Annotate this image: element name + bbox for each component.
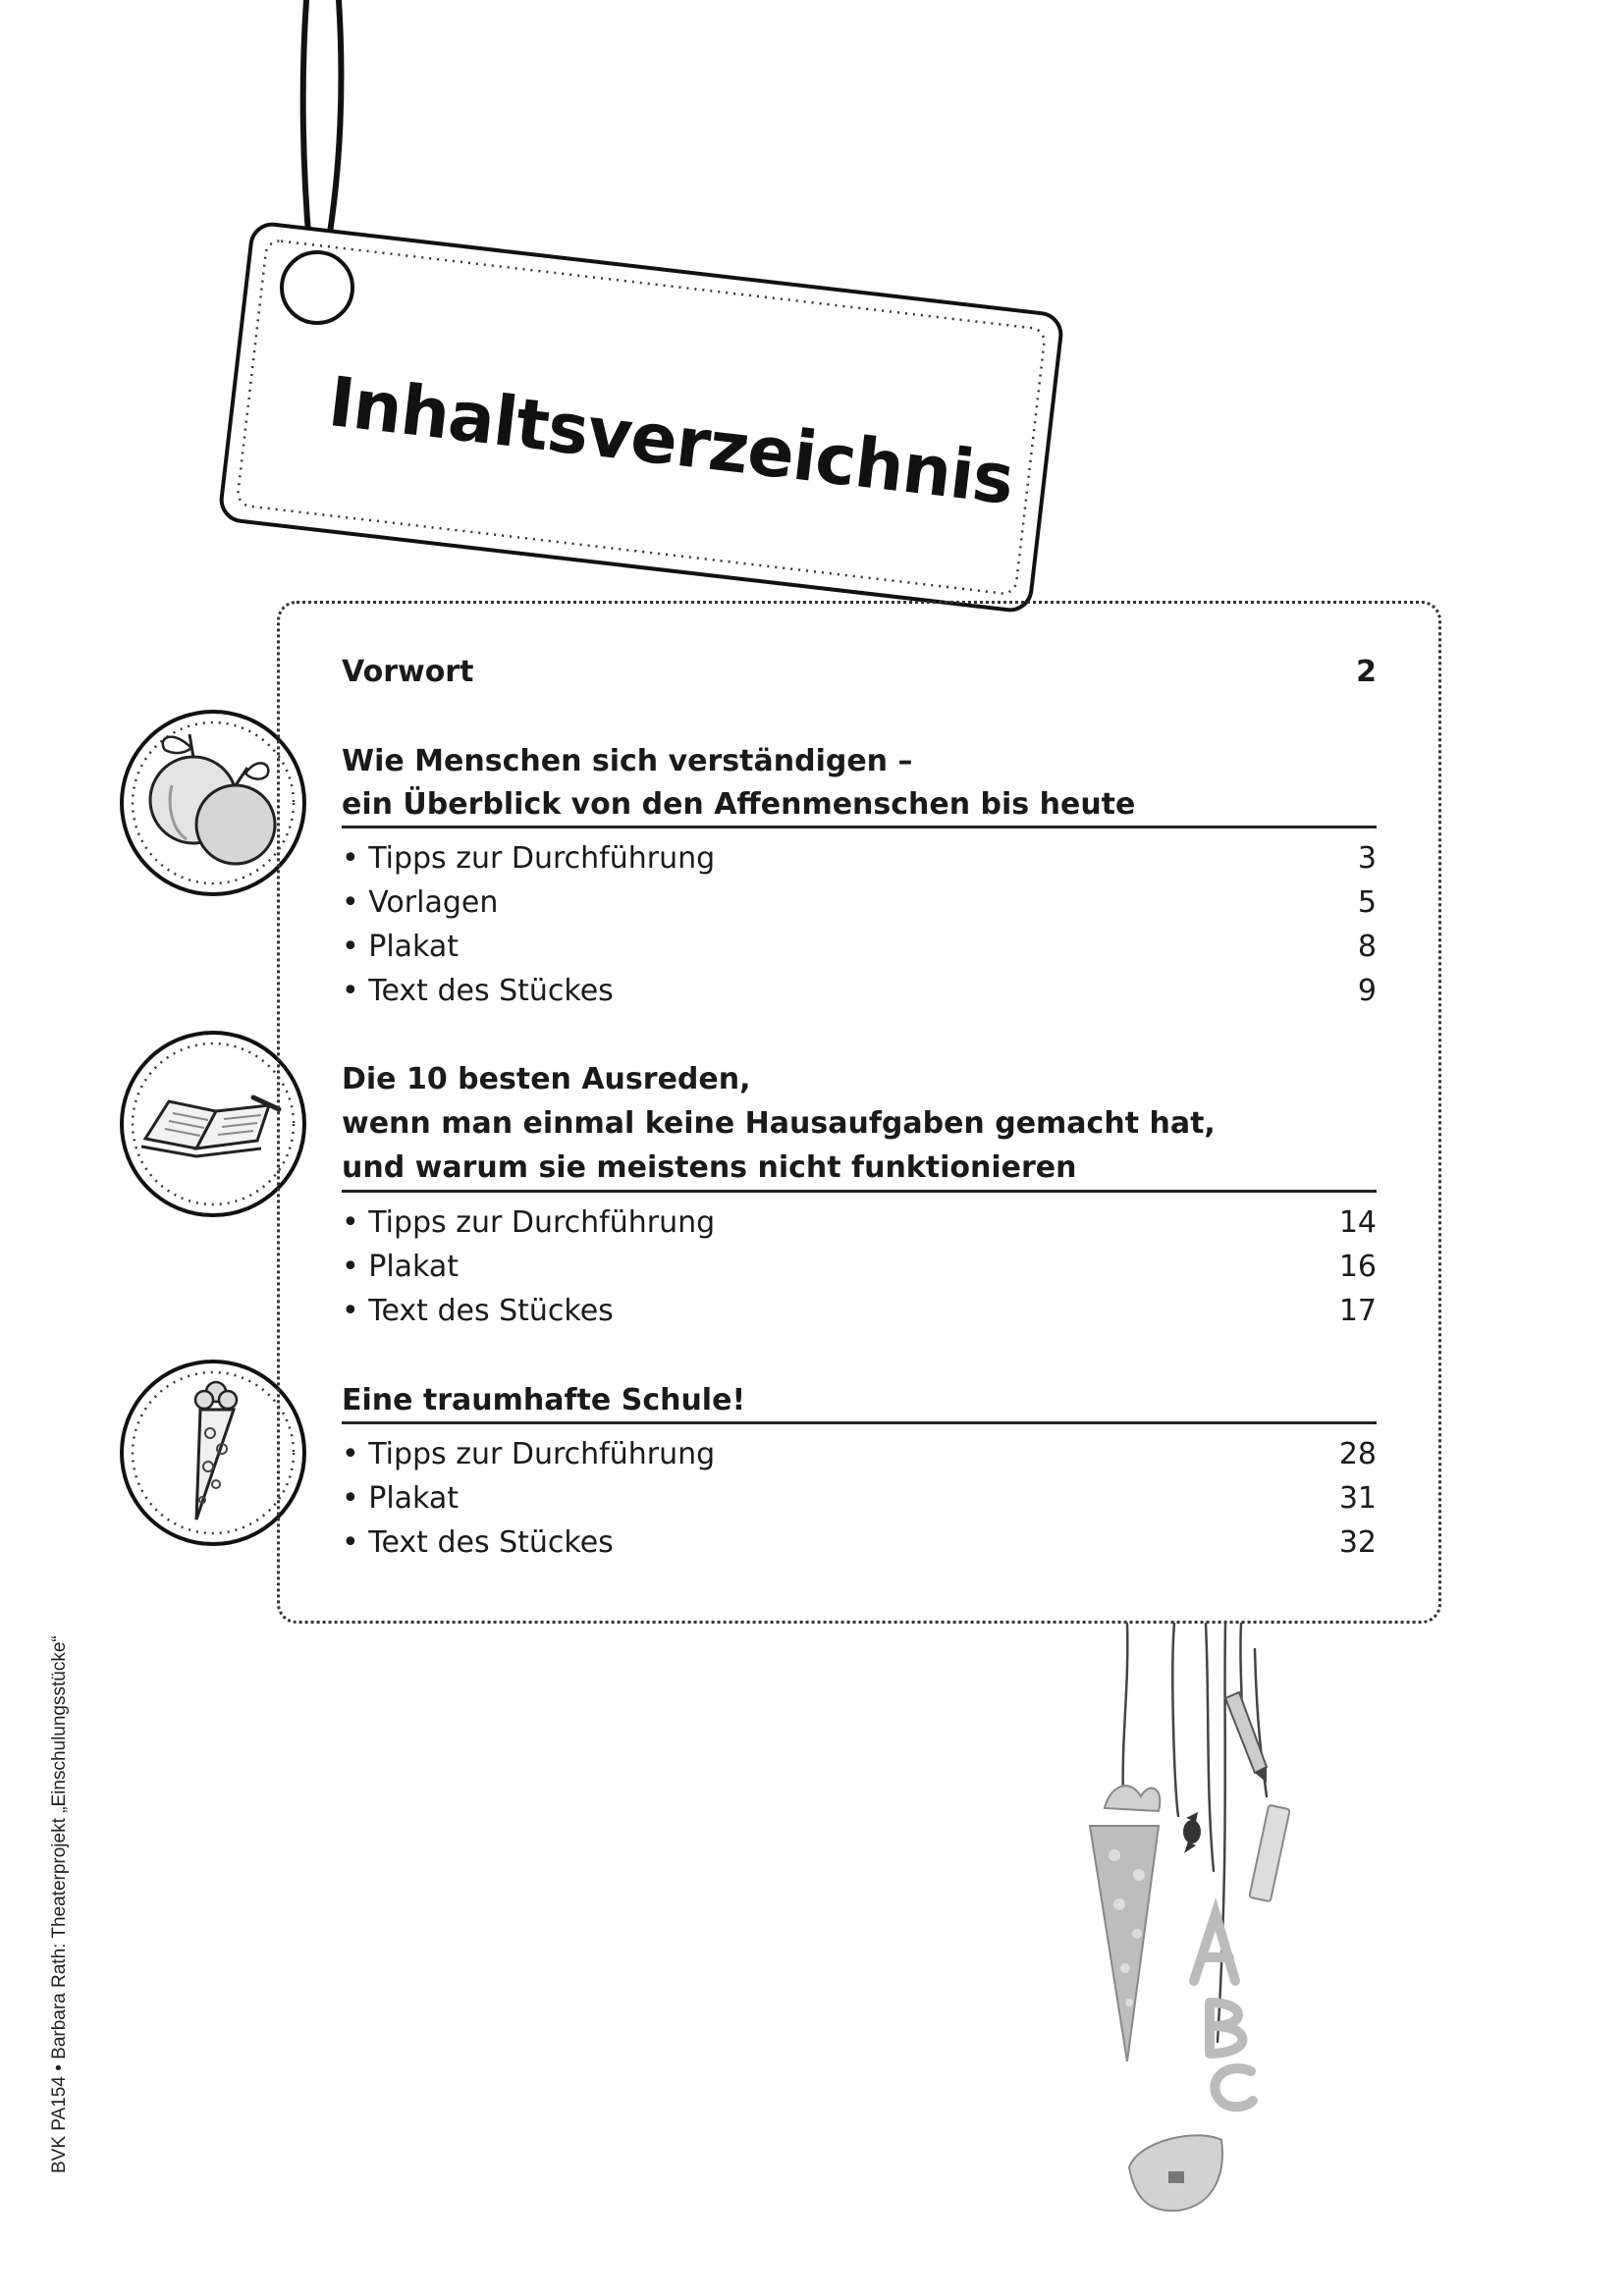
toc-item: • Plakat (342, 930, 460, 964)
toc-item-page: 9 (1357, 974, 1377, 1008)
toc-item-page: 3 (1357, 841, 1377, 876)
section-3-heading: Eine traumhafte Schule! (342, 1383, 746, 1417)
hanging-school-cone-icon (1090, 1786, 1160, 2061)
candy-icon (1183, 1812, 1201, 1853)
toc-item-page: 16 (1338, 1250, 1377, 1284)
toc-item-page: 28 (1338, 1437, 1377, 1471)
tag-string (303, 0, 342, 257)
toc-item: • Text des Stückes (342, 1294, 614, 1328)
toc-item-page: 8 (1357, 930, 1377, 964)
section-3-divider (342, 1421, 1377, 1424)
toc-item-page: 17 (1338, 1294, 1377, 1328)
side-credit: BVK PA154 • Barbara Rath: Theaterprojekt „Einschulungsstücke“ (49, 1635, 70, 2173)
toc-page-vorwort: 2 (1356, 655, 1377, 689)
toc-item-page: 14 (1338, 1205, 1377, 1240)
toc-entry-vorwort: Vorwort (342, 655, 474, 689)
toc-item: • Plakat (342, 1481, 460, 1516)
ruler-icon (1249, 1805, 1289, 1901)
section-1-heading-line-1: Wie Menschen sich verständigen – (342, 744, 913, 778)
toc-item-page: 32 (1338, 1525, 1377, 1560)
toc-item: • Text des Stückes (342, 1525, 614, 1560)
section-1-heading-line-2: ein Überblick von den Affenmenschen bis heute (342, 787, 1136, 822)
section-2-heading-line-2: wenn man einmal keine Hausaufgaben gemacht hat, (342, 1106, 1216, 1141)
section-2-divider (342, 1190, 1377, 1193)
toc-item: • Vorlagen (342, 885, 499, 920)
section-2-heading-line-3: und warum sie meistens nicht funktionieren (342, 1150, 1077, 1185)
toc-item-page: 31 (1338, 1481, 1377, 1516)
school-bag-icon (1129, 2135, 1222, 2211)
section-2-heading-line-1: Die 10 besten Ausreden, (342, 1062, 751, 1096)
toc-item: • Tipps zur Durchführung (342, 1205, 716, 1240)
page-title: Inhaltsverzeichnis (324, 361, 1018, 520)
toc-item: • Tipps zur Durchführung (342, 1437, 716, 1471)
section-1-divider (342, 826, 1377, 828)
abc-letters-icon (1194, 1914, 1253, 2107)
toc-item: • Tipps zur Durchführung (342, 841, 716, 876)
toc-item: • Plakat (342, 1250, 460, 1284)
toc-item-page: 5 (1357, 885, 1377, 920)
toc-item: • Text des Stückes (342, 974, 614, 1008)
tag-hole (282, 252, 352, 323)
